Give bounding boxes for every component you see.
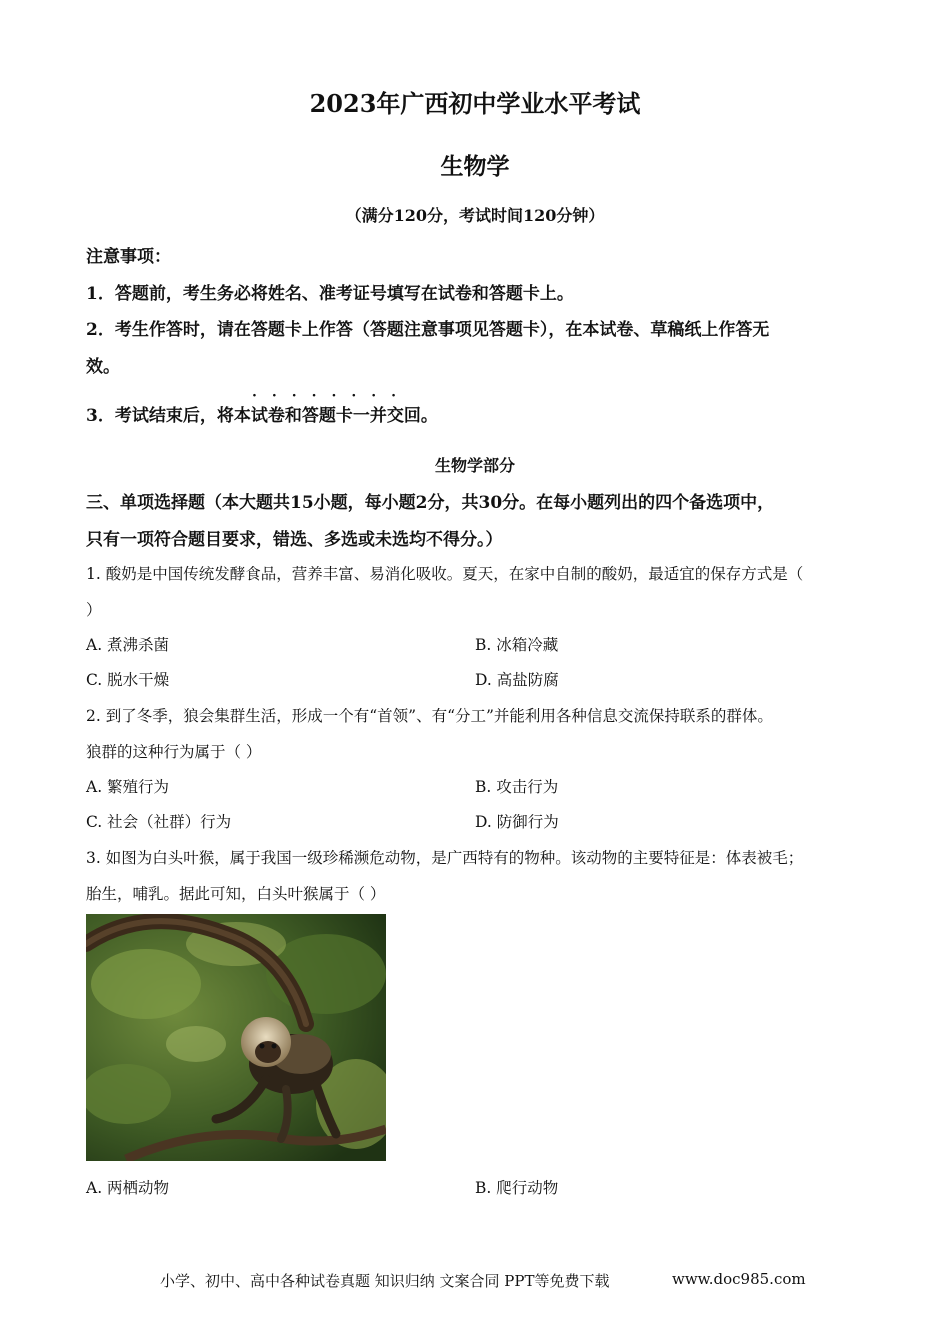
notice-item-1: 1．答题前，考生务必将姓名、准考证号填写在试卷和答题卡上。 [86, 284, 574, 304]
notice-heading: 注意事项： [86, 247, 171, 267]
question-1-option-b: B. 冰箱冷藏 [475, 636, 559, 654]
notice-item-3: 3．考试结束后，将本试卷和答题卡一并交回。 [86, 406, 438, 426]
question-3-line-1: 3. 如图为白头叶猴，属于我国一级珍稀濒危动物，是广西特有的物种。该动物的主要特征是：体表被毛； [86, 849, 804, 867]
footer-promo-text: 小学、初中、高中各种试卷真题 知识归纳 文案合同 PPT等免费下载 [160, 1272, 610, 1290]
question-3-option-b: B. 爬行动物 [475, 1179, 559, 1197]
exam-title: 2023年广西初中学业水平考试 [309, 89, 641, 118]
section-instruction-line-1: 三、单项选择题（本大题共15小题，每小题2分，共30分。在每小题列出的四个备选项中， [86, 493, 775, 513]
footer-url[interactable]: www.doc985.com [672, 1270, 806, 1288]
question-2-option-b: B. 攻击行为 [475, 778, 559, 796]
question-3-line-2: 胎生，哺乳。据此可知，白头叶猴属于（ ） [86, 885, 386, 903]
notice-item-2-line-1: 2．考生作答时，请在答题卡上作答（答题注意事项见答题卡），在本试卷、草稿纸上作答无 [86, 320, 770, 340]
notice-item-2-line-2: 效。 [86, 357, 120, 377]
question-1-line-2: ） [86, 601, 102, 619]
section-instruction-line-2: 只有一项符合题目要求，错选、多选或未选均不得分。） [86, 530, 503, 550]
emphasis-dots: ········ [252, 388, 411, 404]
question-2-line-1: 2. 到了冬季，狼会集群生活，形成一个有“首领”、有“分工”并能利用各种信息交流保持联系的群体。 [86, 707, 773, 725]
question-2-option-c: C. 社会（社群）行为 [86, 813, 232, 831]
question-1-option-d: D. 高盐防腐 [475, 671, 559, 689]
question-3-option-a: A. 两栖动物 [86, 1179, 170, 1197]
question-2-option-a: A. 繁殖行为 [86, 778, 170, 796]
subject-title: 生物学 [440, 153, 510, 180]
score-note: （满分120分，考试时间120分钟） [345, 206, 605, 225]
question-2-line-2: 狼群的这种行为属于（ ） [86, 743, 262, 761]
section-title: 生物学部分 [434, 456, 515, 475]
question-1-option-a: A. 煮沸杀菌 [86, 636, 170, 654]
question-1-line-1: 1. 酸奶是中国传统发酵食品，营养丰富、易消化吸收。夏天，在家中自制的酸奶，最适宜的保存方式是（ [86, 565, 804, 583]
question-1-option-c: C. 脱水干燥 [86, 671, 170, 689]
question-2-option-d: D. 防御行为 [475, 813, 559, 831]
langur-photo [86, 914, 386, 1161]
